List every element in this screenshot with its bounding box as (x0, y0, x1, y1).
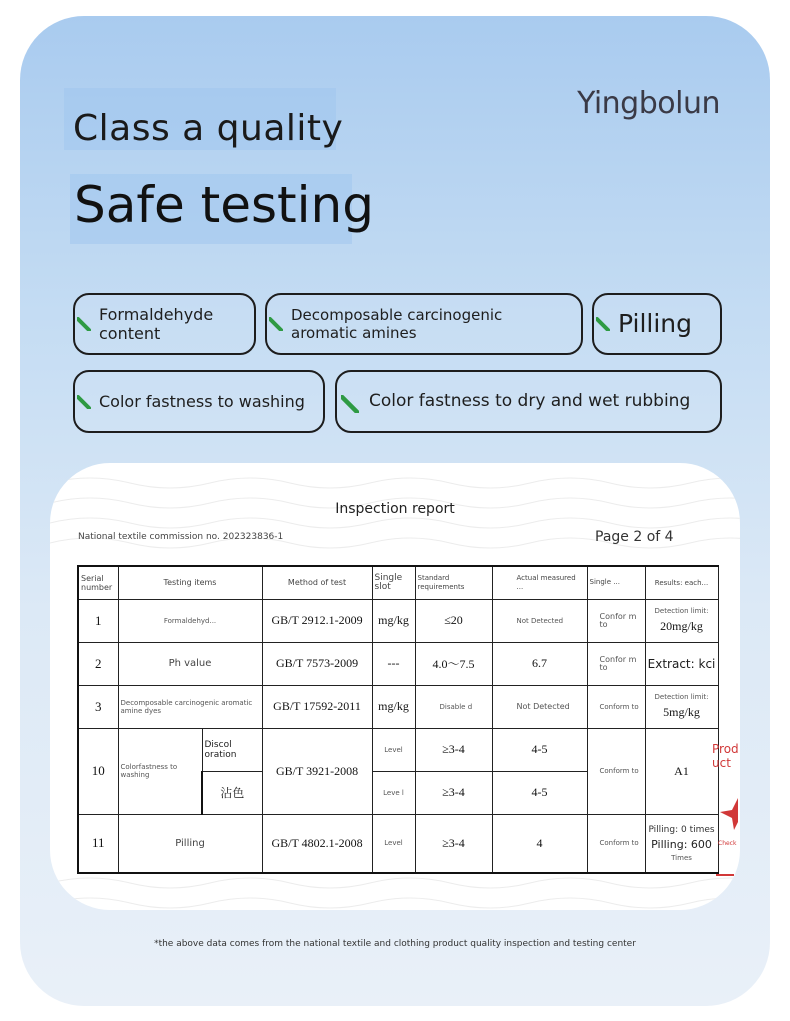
cell-result: Extract: kci (645, 642, 718, 685)
result-value: 5mg/kg (663, 705, 700, 719)
cell-result (645, 685, 718, 728)
page-indicator: Page 2 of 4 (595, 529, 674, 545)
table-row (78, 814, 718, 873)
leaf-icon (596, 317, 610, 331)
product-card (20, 16, 770, 1006)
cell-actual: 4 (492, 814, 587, 873)
cell-standard: 4.0～7.5 (415, 642, 492, 685)
leaf-icon (269, 317, 283, 331)
tag-pilling (592, 293, 722, 355)
cell-result (645, 599, 718, 642)
cell-unit: Level (372, 814, 415, 873)
title-line1: Class a quality (73, 108, 344, 149)
tag-formaldehyde (73, 293, 256, 355)
cell-item: Ph value (118, 642, 262, 685)
table-row (78, 685, 718, 728)
cell-item: Decomposable carcinogenic aromatic amine dyes (118, 685, 262, 728)
col-slot: Single slot (372, 566, 415, 599)
table-row (78, 642, 718, 685)
result-line2: Pilling: 600 (651, 837, 712, 851)
cell-unit: Leve l (372, 771, 415, 814)
cell-standard: Disable d (415, 685, 492, 728)
stamp-arc (716, 874, 734, 876)
tag-label: Color fastness to dry and wet rubbing (369, 391, 691, 411)
stamp-check: Check (718, 840, 737, 847)
tag-label: Pilling (618, 309, 693, 338)
cell-item: Colorfastness to washing (118, 728, 202, 814)
cell-actual: Not Detected (492, 685, 587, 728)
cell-no: 3 (78, 685, 118, 728)
title-line2: Safe testing (74, 176, 374, 234)
cell-judge: Conform to (587, 685, 645, 728)
commission-number: National textile commission no. 202323836-1 (78, 532, 284, 542)
leaf-icon (77, 395, 91, 409)
cell-method: GB/T 17592-2011 (262, 685, 372, 728)
cell-subitem: Discol oration (202, 728, 262, 771)
cell-unit: mg/kg (372, 599, 415, 642)
tag-washing (73, 370, 325, 433)
result-note: Detection limit: (654, 693, 709, 701)
tag-label: Color fastness to washing (99, 392, 305, 411)
cell-item: Formaldehyd... (118, 599, 262, 642)
col-standard: Standard requirements (415, 566, 492, 599)
brand-logo: Yingbolun (577, 86, 720, 121)
result-note: Detection limit: (654, 607, 709, 615)
tag-label: Formaldehyde content (99, 305, 214, 343)
cell-no: 2 (78, 642, 118, 685)
cell-method: GB/T 3921-2008 (262, 728, 372, 814)
cell-actual: 4-5 (492, 771, 587, 814)
cell-no: 11 (78, 814, 118, 873)
cell-actual: 4-5 (492, 728, 587, 771)
cell-standard: ≥3-4 (415, 771, 492, 814)
col-items: Testing items (118, 566, 262, 599)
result-line1: Pilling: 0 times (648, 824, 715, 835)
leaf-icon (341, 395, 355, 409)
cell-subitem: 沾色 (202, 771, 262, 814)
tag-label: Decomposable carcinogenic aromatic amines (291, 306, 503, 342)
cell-standard: ≥3-4 (415, 728, 492, 771)
cell-judge: Confor m to (587, 642, 645, 685)
cell-result: A1 (645, 728, 718, 814)
leaf-icon (77, 317, 91, 331)
result-line3: Times (671, 853, 692, 862)
col-serial: Serial number (78, 566, 118, 599)
col-method: Method of test (262, 566, 372, 599)
cell-standard: ≥3-4 (415, 814, 492, 873)
cell-item: Pilling (118, 814, 262, 873)
table-row (78, 599, 718, 642)
stamp-text: Prod uct (712, 742, 739, 770)
cell-method: GB/T 2912.1-2009 (262, 599, 372, 642)
cell-method: GB/T 7573-2009 (262, 642, 372, 685)
cell-unit: Level (372, 728, 415, 771)
report-table (77, 565, 719, 874)
table-row (78, 728, 718, 771)
cell-no: 1 (78, 599, 118, 642)
cell-actual: 6.7 (492, 642, 587, 685)
stamp-star-icon (720, 796, 738, 832)
col-actual: Actual measured ... (492, 566, 587, 599)
cell-unit: --- (372, 642, 415, 685)
cell-standard: ≤20 (415, 599, 492, 642)
cell-result (645, 814, 718, 873)
cell-no: 10 (78, 728, 118, 814)
footnote: *the above data comes from the national textile and clothing product quality inspection and testing center (154, 939, 636, 949)
col-single: Single ... (587, 566, 645, 599)
result-value: 20mg/kg (660, 619, 703, 633)
tag-amines (265, 293, 583, 355)
cell-actual: Not Detected (492, 599, 587, 642)
col-results: Results: each... (645, 566, 718, 599)
cell-method: GB/T 4802.1-2008 (262, 814, 372, 873)
cell-judge: Conform to (587, 814, 645, 873)
tag-rubbing (335, 370, 722, 433)
cell-judge: Confor m to (587, 599, 645, 642)
inspection-report (50, 463, 740, 910)
report-title: Inspection report (335, 501, 455, 517)
cell-unit: mg/kg (372, 685, 415, 728)
table-header-row (78, 566, 718, 599)
cell-judge: Conform to (587, 728, 645, 814)
